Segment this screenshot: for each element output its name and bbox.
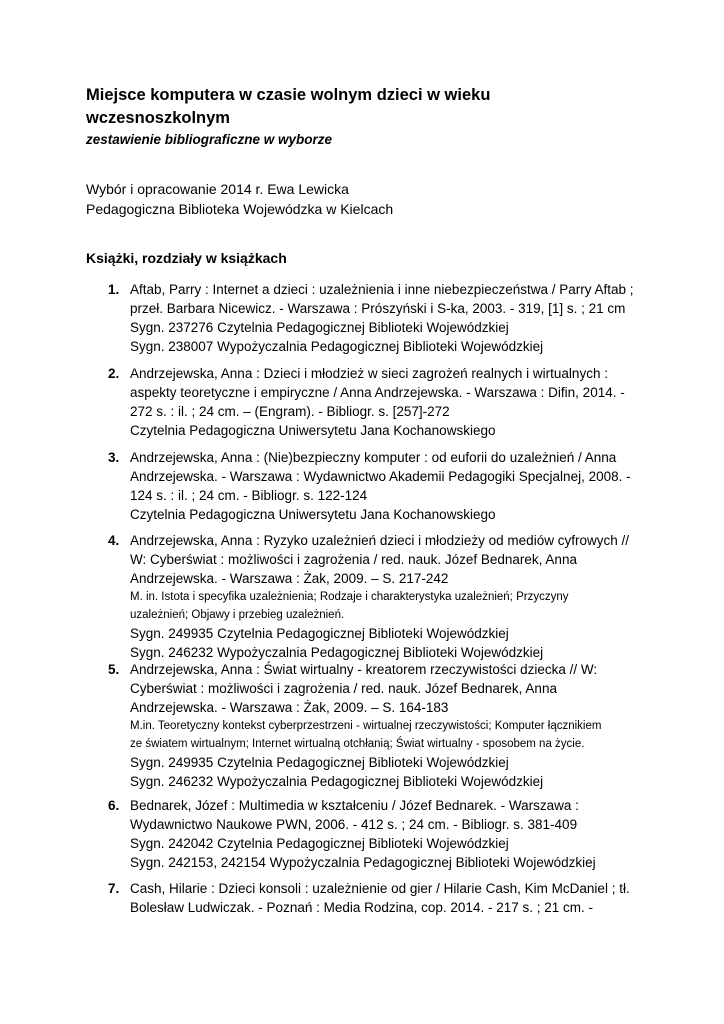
entry-line: Sygn. 242153, 242154 Wypożyczalnia Pedagogicznej Biblioteki Wojewódzkiej [130,855,596,870]
entry-body [130,660,642,791]
title-line: wczesnoszkolnym [86,109,230,127]
entry-number: 4. [108,533,120,548]
entry-line: Andrzejewska. - Warszawa : Żak, 2009. – S. 164-183 [130,700,449,715]
entry-line: Andrzejewska, Anna : Dzieci i młodzież w sieci zagrożeń realnych i wirtualnych : [130,366,608,381]
entry-body [130,879,642,917]
entry-note: uzależnień; Objawy i przebieg uzależnień. [130,609,345,621]
entry-body [130,448,642,524]
entry-line: Sygn. 242042 Czytelnia Pedagogicznej Biblioteki Wojewódzkiej [130,836,509,851]
institution: Pedagogiczna Biblioteka Wojewódzka w Kielcach [86,201,394,217]
entry-number: 7. [108,881,120,896]
entry-body [130,796,642,872]
compilation-info [86,179,393,219]
entry-line: Sygn. 246232 Wypożyczalnia Pedagogicznej Biblioteki Wojewódzkiej [130,774,544,789]
entry-line: Sygn. 237276 Czytelnia Pedagogicznej Biblioteki Wojewódzkiej [130,320,509,335]
title-line: Miejsce komputera w czasie wolnym dzieci w wieku [86,86,491,104]
entry-line: 124 s. : il. ; 24 cm. - Bibliogr. s. 122-124 [130,488,368,503]
entry-line: Sygn. 238007 Wypożyczalnia Pedagogicznej Biblioteki Wojewódzkiej [130,339,544,354]
entry-line: Andrzejewska, Anna : (Nie)bezpieczny komputer : od euforii do uzależnień / Anna [130,450,617,465]
section-heading: Książki, rozdziały w książkach [86,250,287,266]
entry-line: przeł. Barbara Nicewicz. - Warszawa : Prószyński i S-ka, 2003. - 319, [1] s. ; 21 cm [130,301,626,316]
entry-number: 5. [108,662,120,677]
entry-body [130,531,642,662]
entry-number: 1. [108,282,120,297]
entry-line: Cash, Hilarie : Dzieci konsoli : uzależnienie od gier / Hilarie Cash, Kim McDaniel ; tł. [130,881,630,896]
entry-line: Andrzejewska, Anna : Świat wirtualny - kreatorem rzeczywistości dziecka // W: [130,662,598,677]
entry-line: W: Cyberświat : możliwości i zagrożenia / red. nauk. Józef Bednarek, Anna [130,552,577,567]
entry-line: Wydawnictwo Naukowe PWN, 2006. - 412 s. ; 24 cm. - Bibliogr. s. 381-409 [130,817,578,832]
entry-number: 2. [108,366,120,381]
entry-number: 3. [108,450,120,465]
entry-line: Cyberświat : możliwości i zagrożenia / red. nauk. Józef Bednarek, Anna [130,681,557,696]
entry-note: M.in. Teoretyczny kontekst cyberprzestrzeni - wirtualnej rzeczywistości; Komputer łącznikiem [130,720,602,732]
entry-note: M. in. Istota i specyfika uzależnienia; Rodzaje i charakterystyka uzależnień; Przyczyny [130,591,569,603]
entry-line: 272 s. : il. ; 24 cm. – (Engram). - Bibliogr. s. [257]-272 [130,404,450,419]
entry-line: aspekty teoretyczne i empiryczne / Anna Andrzejewska. - Warszawa : Difin, 2014. - [130,385,625,400]
entry-line: Andrzejewska. - Warszawa : Żak, 2009. – S. 217-242 [130,571,449,586]
document-title [86,84,646,130]
entry-line: Czytelnia Pedagogiczna Uniwersytetu Jana Kochanowskiego [130,423,496,438]
entry-line: Czytelnia Pedagogiczna Uniwersytetu Jana Kochanowskiego [130,507,496,522]
entry-body [130,280,642,356]
entry-line: Aftab, Parry : Internet a dzieci : uzależnienia i inne niebezpieczeństwa / Parry Aftab ; [130,282,634,297]
entry-line: Sygn. 249935 Czytelnia Pedagogicznej Biblioteki Wojewódzkiej [130,755,509,770]
entry-number: 6. [108,798,120,813]
compiled-by: Wybór i opracowanie 2014 r. Ewa Lewicka [86,181,349,197]
entry-line: Andrzejewska, Anna : Ryzyko uzależnień dzieci i młodzieży od mediów cyfrowych // [130,533,629,548]
entry-line: Bolesław Ludwiczak. - Poznań : Media Rodzina, cop. 2014. - 217 s. ; 21 cm. - [130,900,593,915]
entry-line: Bednarek, Józef : Multimedia w kształceniu / Józef Bednarek. - Warszawa : [130,798,579,813]
entry-line: Sygn. 249935 Czytelnia Pedagogicznej Biblioteki Wojewódzkiej [130,626,509,641]
document-subtitle: zestawienie bibliograficzne w wyborze [86,132,333,147]
entry-line: Sygn. 246232 Wypożyczalnia Pedagogicznej Biblioteki Wojewódzkiej [130,645,544,660]
entry-note: ze światem wirtualnym; Internet wirtualną otchłanią; Świat wirtualny - sposobem na życie. [130,738,585,750]
entry-line: Andrzejewska. - Warszawa : Wydawnictwo Akademii Pedagogiki Specjalnej, 2008. - [130,469,631,484]
entry-body [130,364,642,440]
